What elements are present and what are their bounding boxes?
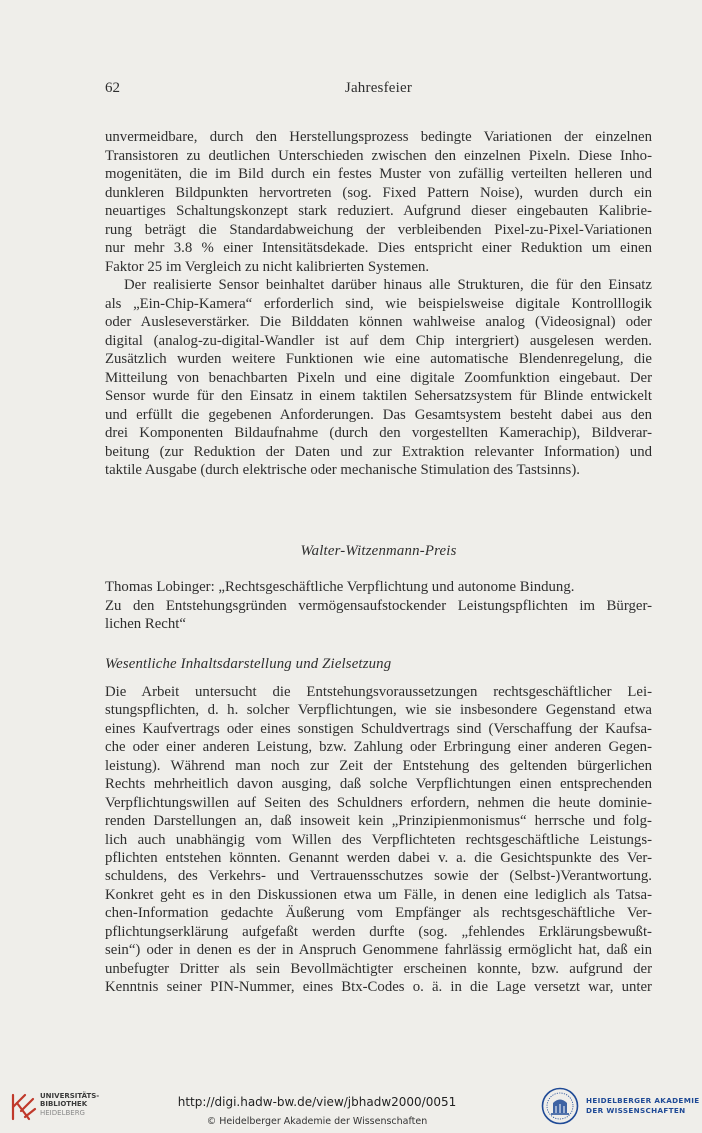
text-line: che oder einer anderen Leistung, bzw. Zahlung oder Erbringung einer anderen Gegen- <box>105 739 652 756</box>
text-line: Sensor wurde für den Einsatz in einem taktilen Sehersatzsystem für Blinde entwickelt <box>105 388 652 404</box>
page-number: 62 <box>105 80 120 96</box>
ub-heidelberg-logo-icon <box>9 1089 37 1125</box>
text-line: Faktor 25 im Vergleich zu nicht kalibrierten Systemen. <box>105 258 430 275</box>
running-title: Jahresfeier <box>344 80 413 96</box>
ub-logo-line: BIBLIOTHEK <box>40 1100 88 1109</box>
text-line: pflichten entstehen könnten. Genannt werden dabei v. a. die Gesichtspunkte des Ver- <box>105 849 652 866</box>
text-line: stungspflichten, d. h. solcher Verpflichtungen, wie sie insbesondere Gegenstand etwa <box>105 702 652 719</box>
subheading: Wesentliche Inhaltsdarstellung und Zielsetzung <box>105 656 392 672</box>
text-line: lich auch unabhängig vom Willen des Verpflichteten rechtsgeschäftliche Leistungs- <box>105 831 652 848</box>
text-line: mogenitäten, die im Bild durch ein festes Muster von zufällig verteilten helleren und <box>105 166 652 182</box>
paragraph <box>105 276 652 480</box>
text-line: und erfüllt die gegebenen Anforderungen. Das Gesamtsystem besteht dabei aus den <box>105 406 652 423</box>
text-line: Thomas Lobinger: „Rechtsgeschäftliche Verpflichtung und autonome Bindung. <box>105 579 575 595</box>
text-line: Zusätzlich wurden weitere Funktionen wie eine automatische Blendenregelung, die <box>105 351 652 367</box>
text-line: als „Ein-Chip-Kamera“ erforderlich sind, wie beispielsweise digitale Kontrolllogik <box>105 295 652 312</box>
section1-text <box>105 128 652 480</box>
text-line: schuldens, des Verkehrs- und Vertrauensschutzes sowie der (Selbst-)Verantwortung. <box>105 868 652 885</box>
text-line: Transistoren zu deutlichen Unterschieden zwischen den einzelnen Pixeln. Diese Inho- <box>105 147 652 164</box>
text-line: Der realisierte Sensor beinhaltet darüber hinaus alle Strukturen, die für den Einsatz <box>124 277 652 293</box>
ub-logo-line: HEIDELBERG <box>40 1108 85 1117</box>
text-line: chen-Information gedachte Äußerung vom Empfänger als rechtsgeschäftliche Ver- <box>105 905 652 922</box>
text-line: Zu den Entstehungsgründen vermögensaufstockender Leistungspflichten im Bürger- <box>105 597 652 614</box>
section2-text <box>105 683 652 996</box>
text-line: lichen Recht“ <box>105 616 186 633</box>
text-line: Die Arbeit untersucht die Entstehungsvoraussetzungen rechtsgeschäftlicher Lei- <box>105 684 652 700</box>
entry-citation <box>105 578 652 634</box>
hadw-logo-line: HEIDELBERGER AKADEMIE <box>586 1096 700 1105</box>
text-line: Verpflichtungswillen auf Seiten des Schuldners erfordern, nehmen die heute dominie- <box>105 794 652 811</box>
text-line: nur mehr 3.8 % einer Intensitätsdekade. Dies entspricht einer Reduktion um einen <box>105 240 652 256</box>
text-line: unbefugter Dritter als sein Bevollmächtigter erscheinen konnte, bzw. aufgrund der <box>105 960 652 977</box>
text-line: beitung (zur Reduktion der Daten und zur Extraktion relevanter Information) und <box>105 443 652 460</box>
text-line: oder Ausleseverstärker. Die Bilddaten können wahlweise analog (Videosignal) oder <box>105 314 652 330</box>
prize-title: Walter-Witzenmann-Preis <box>300 543 457 559</box>
text-line: renden Darstellungen an, daß insoweit kein „Prinzipienmonismus“ herrsche und folg- <box>105 813 652 830</box>
document-url-link[interactable]: http://digi.hadw-bw.de/view/jbhadw2000/0051 <box>177 1095 457 1109</box>
ub-logo-line: UNIVERSITÄTS- <box>40 1092 100 1100</box>
paragraph <box>105 683 652 996</box>
text-line: neuartiges Schaltungskonzept stark reduziert. Aufgrund dieser eingebauten Kalibrie- <box>105 203 652 219</box>
text-line: eines Kaufvertrags oder eines sonstigen Schuldvertrags sind (Verschaffung der Kaufsa- <box>105 720 652 737</box>
text-line: leistung). Während man noch zur Zeit der Entstehung des geltenden bürgerlichen <box>105 757 652 774</box>
text-line: unvermeidbare, durch den Herstellungsprozess bedingte Variationen der einzelnen <box>105 129 652 145</box>
citation-lines <box>105 578 652 634</box>
text-line: drei Komponenten Bildaufnahme (durch den vorgestellten Kamerachip), Bildverar- <box>105 425 652 441</box>
text-line: Konkret geht es in den Diskussionen etwa um Fälle, in denen eine lediglich als Tatsa- <box>105 886 652 903</box>
text-line: sein“) oder in denen es der in Anspruch Genommene fahrlässig ermöglicht hat, daß ein <box>105 942 652 959</box>
copyright-notice: © Heidelberger Akademie der Wissenschaften <box>206 1116 428 1127</box>
text-line: digital (analog-zu-digital-Wandler ist auf dem Chip intergriert) ausgelesen werden. <box>105 332 652 349</box>
text-line: Rechts mehrheitlich davon ausging, daß solche Verpflichtungen einen entsprechenden <box>105 776 652 793</box>
paragraph <box>105 128 652 276</box>
ub-logo-text <box>40 1092 99 1117</box>
text-line: Mitteilung von benachbarten Pixeln und eine digitale Zoomfunktion eingebaut. Der <box>105 369 652 386</box>
text-line: taktile Ausgabe (durch elektrische oder mechanische Stimulation des Tastsinns). <box>105 462 580 478</box>
hadw-seal-icon <box>541 1087 579 1125</box>
hadw-logo-line: DER WISSENSCHAFTEN <box>586 1106 686 1115</box>
text-line: dunkleren Bildpunkten hervortreten (sog. Fixed Pattern Noise), wurden durch ein <box>105 184 652 201</box>
text-line: rung beträgt die Standardabweichung der verbleibenden Pixel-zu-Pixel-Variationen <box>105 221 652 238</box>
hadw-logo-text <box>586 1096 699 1116</box>
text-line: Kenntnis seiner PIN-Nummer, eines Btx-Codes o. ä. in die Lage versetzt war, unter <box>105 979 652 995</box>
text-line: pflichtungserklärung aufgefaßt werden durfte (sog. „fehlendes Erklärungsbewußt- <box>105 923 652 940</box>
